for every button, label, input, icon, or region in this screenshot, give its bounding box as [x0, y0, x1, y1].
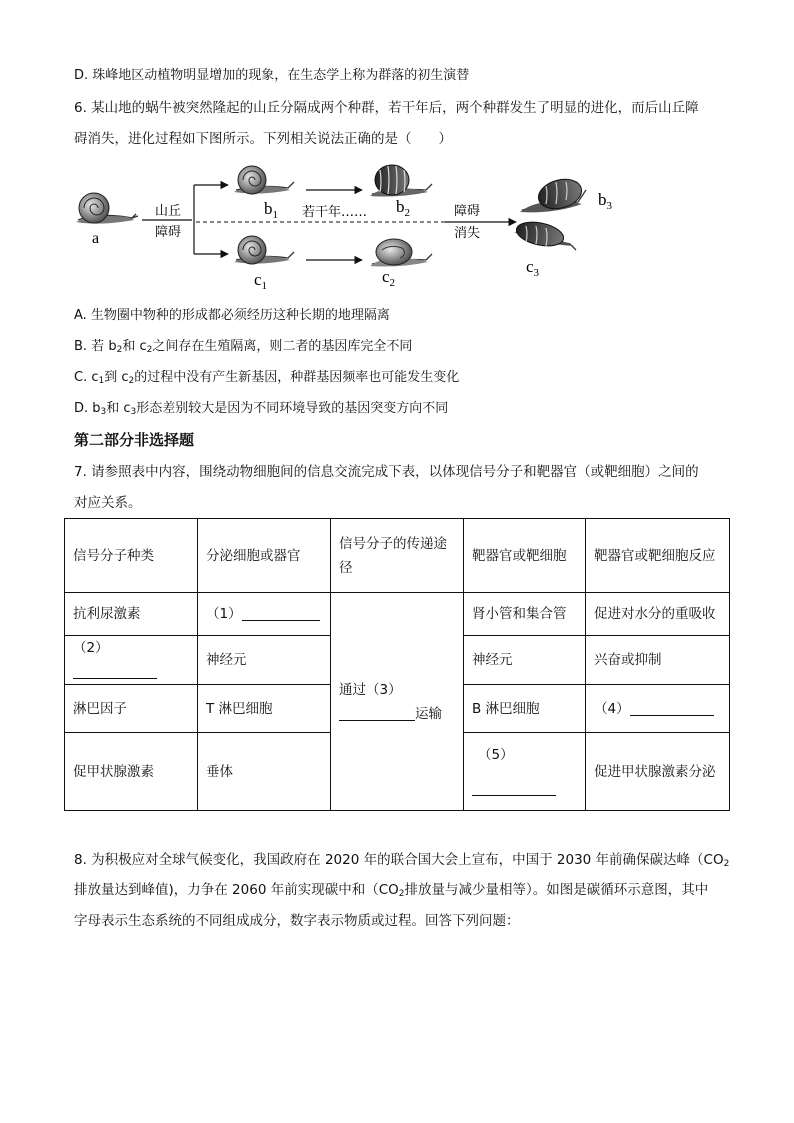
table-cell: 垂体 — [198, 733, 331, 811]
header-cell: 信号分子种类 — [65, 519, 198, 593]
answer-blank-1[interactable] — [242, 606, 320, 621]
question-6-stem-line-2: 碍消失，进化过程如下图所示。下列相关说法正确的是（ ） — [74, 131, 452, 147]
table-cell: 神经元 — [464, 636, 586, 685]
question-6-option-a: A. 生物圈中物种的形成都必须经历这种长期的地理隔离 — [74, 308, 390, 323]
table-header-row — [65, 519, 730, 593]
table-cell: 促进甲状腺激素分泌 — [586, 733, 730, 811]
table-cell: （5） — [464, 733, 586, 811]
table-cell: （1） — [198, 593, 331, 636]
table-cell: 兴奋或抑制 — [586, 636, 730, 685]
snail-c3-icon — [514, 218, 576, 250]
part-2-heading: 第二部分非选择题 — [74, 431, 195, 449]
removed-label-2: 消失 — [454, 226, 481, 241]
signal-molecule-table — [64, 518, 730, 811]
table-cell: 促甲状腺激素 — [65, 733, 198, 811]
label-c2: $c_2$ — [382, 267, 396, 289]
answer-blank-5[interactable] — [472, 781, 556, 796]
label-b3: $b_3$ — [598, 190, 612, 212]
table-cell: 肾小管和集合管 — [464, 593, 586, 636]
table-cell: （2） — [65, 636, 198, 685]
answer-blank-4[interactable] — [630, 701, 714, 716]
question-7-stem-line-1: 7. 请参照表中内容，围绕动物细胞间的信息交流完成下表，以体现信号分子和靶器官（或靶细胞）之间的 — [74, 464, 699, 480]
snail-c1-icon — [234, 236, 294, 264]
table-cell: 淋巴因子 — [65, 685, 198, 733]
years-label: 若干年…… — [302, 205, 368, 220]
table-cell: 促进对水分的重吸收 — [586, 593, 730, 636]
barrier-label-2: 障碍 — [155, 225, 182, 240]
snail-evolution-diagram — [70, 160, 630, 300]
route-cell: 通过（3） 运输 — [331, 593, 464, 811]
label-b1: $b_1$ — [264, 199, 278, 221]
question-5-option-d: D. 珠峰地区动植物明显增加的现象，在生态学上称为群落的初生演替 — [74, 68, 470, 83]
question-6-stem-line-1: 6. 某山地的蜗牛被突然隆起的山丘分隔成两个种群，若干年后，两个种群发生了明显的进化，而后山丘障 — [74, 100, 699, 116]
question-6-option-c: C. $c_1$到 $c_2$的过程中没有产生新基因，种群基因频率也可能发生变化 — [74, 370, 460, 386]
table-cell: B 淋巴细胞 — [464, 685, 586, 733]
question-8-line-3: 字母表示生态系统的不同组成成分，数字表示物质或过程。回答下列问题： — [74, 913, 520, 929]
table-cell: 抗利尿激素 — [65, 593, 198, 636]
question-6-option-b: B. 若 $b_2$和 $c_2$之间存在生殖隔离，则二者的基因库完全不同 — [74, 339, 413, 355]
header-cell: 靶器官或靶细胞反应 — [586, 519, 730, 593]
answer-blank-3[interactable] — [339, 706, 415, 721]
snail-a-icon — [76, 193, 138, 224]
header-cell: 靶器官或靶细胞 — [464, 519, 586, 593]
question-6-option-d: D. $b_3$和 $c_3$形态差别较大是因为不同环境导致的基因突变方向不同 — [74, 401, 449, 417]
label-a: a — [92, 230, 100, 247]
answer-blank-2[interactable] — [73, 664, 157, 679]
removed-label-1: 障碍 — [454, 204, 481, 219]
snail-c2-icon — [370, 239, 432, 267]
table-cell: 神经元 — [198, 636, 331, 685]
table-cell: T 淋巴细胞 — [198, 685, 331, 733]
snail-b1-icon — [234, 166, 294, 194]
label-b2: $b_2$ — [396, 197, 410, 219]
label-c1: $c_1$ — [254, 270, 268, 292]
question-7-stem-line-2: 对应关系。 — [74, 495, 142, 511]
snail-b2-icon — [370, 165, 432, 197]
table-cell: （4） — [586, 685, 730, 733]
snail-b3-icon — [520, 175, 586, 213]
header-cell: 分泌细胞或器官 — [198, 519, 331, 593]
table-row — [65, 593, 730, 636]
label-c3: $c_3$ — [526, 257, 540, 279]
header-cell: 信号分子的传递途径 — [331, 519, 464, 593]
barrier-label-1: 山丘 — [155, 204, 182, 219]
question-8-line-2: 排放量达到峰值)，力争在 2060 年前实现碳中和（$CO_2$排放量与减少量相等）。如图是碳循环示意图，其中 — [74, 882, 709, 899]
question-8-line-1: 8. 为积极应对全球气候变化，我国政府在 2020 年的联合国大会上宣布，中国于 2030 年前确保碳达峰（$CO_2$ — [74, 852, 730, 869]
